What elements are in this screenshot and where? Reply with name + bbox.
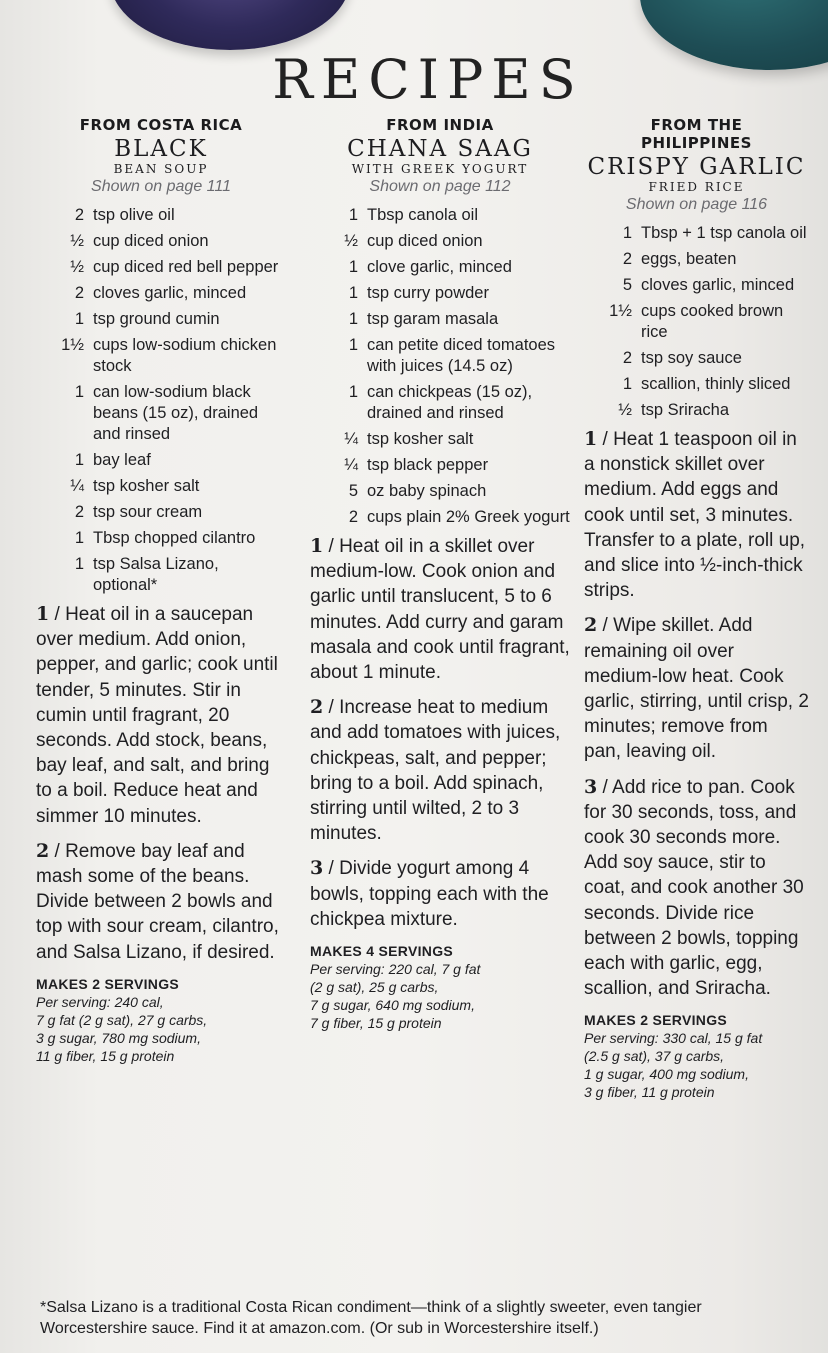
- ingredient-text: tsp Salsa Lizano, optional*: [93, 555, 219, 594]
- ingredient-qty: 1½: [609, 302, 632, 320]
- ingredient-qty: 2: [348, 508, 358, 526]
- step-text: Heat oil in a skillet over medium-low. Cook onion and garlic until translucent, 5 to 6 minutes. Add curry and garam masala and cook until fragrant, about 1 minute.: [310, 536, 570, 684]
- ingredient-item: [584, 249, 809, 270]
- step-number: 2: [584, 614, 598, 637]
- recipe-step: 2 / Increase heat to medium and add tomatoes with juices, chickpeas, salt, and pepper; bring to a boil. Add spinach, stirring until wilted, 2 to 3 minutes.: [310, 696, 561, 845]
- recipe-step: 3 / Add rice to pan. Cook for 30 seconds, toss, and cook 30 seconds more. Add soy sauce, stir to coat, and cook another 30 seconds. Divide rice between 2 bowls, topping each with garlic, egg, scallion, and Sriracha.: [584, 775, 804, 1000]
- step-number: 2: [310, 696, 324, 719]
- step-text: Heat oil in a saucepan over medium. Add onion, pepper, and garlic; cook until tender, 5 minutes. Stir in cumin until fragrant, 20 seconds. Add stock, beans, bay leaf, and salt, and bring to a boil. Reduce heat and simmer 10 minutes.: [36, 604, 278, 827]
- recipe-title: CRISPY GARLIC: [587, 154, 806, 180]
- footnote: *Salsa Lizano is a traditional Costa Rican condiment—think of a slightly sweeter, even tangier Worcestershire sauce. Find it at amazon.com. (Or sub in Worcestershire itself.): [40, 1299, 702, 1337]
- ingredient-item: [36, 502, 286, 523]
- ingredient-item: [36, 283, 286, 304]
- ingredient-qty: 1: [74, 555, 84, 573]
- step-number: 1: [310, 535, 324, 557]
- ingredient-qty: 2: [622, 349, 632, 367]
- ingredient-item: [310, 455, 570, 476]
- recipe-black-bean-soup: [36, 116, 286, 1065]
- ingredient-text: cloves garlic, minced: [641, 276, 795, 294]
- recipe-crispy-garlic-fried-rice: [584, 116, 809, 1101]
- ingredient-item: [310, 309, 570, 330]
- ingredient-qty: 2: [74, 284, 84, 302]
- ingredient-item: [36, 231, 286, 252]
- step-list: [36, 602, 286, 965]
- step-text: Add rice to pan. Cook for 30 seconds, toss, and cook 30 seconds more. Add soy sauce, stir to coat, and cook another 30 seconds. Divide rice between 2 bowls, topping each with garlic, egg, scallion, and Sriracha.: [584, 776, 804, 1000]
- step-text: Divide yogurt among 4 bowls, topping each with the chickpea mixture.: [310, 858, 549, 930]
- ingredient-item: [584, 275, 809, 296]
- ingredient-qty: ½: [70, 232, 84, 250]
- ingredient-text: tsp kosher salt: [367, 430, 474, 448]
- ingredient-qty: ¼: [344, 456, 358, 474]
- ingredient-qty: ½: [70, 258, 84, 276]
- ingredient-text: scallion, thinly sliced: [641, 375, 791, 393]
- step-list: [584, 427, 809, 1001]
- ingredient-list: [310, 205, 570, 528]
- ingredient-item: [36, 335, 286, 377]
- recipe-step: 1 / Heat oil in a saucepan over medium. Add onion, pepper, and garlic; cook until tender, 5 minutes. Stir in cumin until fragrant, 20 seconds. Add stock, beans, bay leaf, and salt, and bring to a boil. Reduce heat and simmer 10 minutes.: [36, 603, 278, 827]
- ingredient-item: [310, 507, 570, 528]
- servings-label: MAKES 2 SERVINGS: [584, 1012, 728, 1029]
- ingredient-text: can chickpeas (15 oz), drained and rinsed: [367, 383, 533, 422]
- ingredient-text: cup diced red bell pepper: [93, 258, 279, 276]
- ingredient-text: cloves garlic, minced: [93, 284, 247, 302]
- ingredient-qty: ¼: [70, 477, 84, 495]
- ingredient-item: [310, 257, 570, 278]
- ingredient-text: cup diced onion: [367, 232, 483, 250]
- recipe-origin: FROM THE PHILIPPINES: [641, 116, 752, 152]
- recipe-step: 3 / Divide yogurt among 4 bowls, topping each with the chickpea mixture.: [310, 857, 549, 930]
- ingredient-qty: ½: [344, 232, 358, 250]
- ingredient-item: [36, 476, 286, 497]
- recipe-subtitle: WITH GREEK YOGURT: [351, 162, 529, 176]
- recipe-step: 2 / Wipe skillet. Add remaining oil over medium-low heat. Cook garlic, stirring, until crisp, 2 minutes; remove from pan, leaving oil.: [584, 614, 809, 763]
- recipe-title: CHANA SAAG: [347, 136, 533, 162]
- ingredient-text: tsp curry powder: [367, 284, 489, 302]
- ingredient-qty: 2: [622, 250, 632, 268]
- ingredient-item: [36, 528, 286, 549]
- ingredient-item: [310, 283, 570, 304]
- ingredient-qty: ½: [618, 401, 632, 419]
- ingredient-qty: ¼: [344, 430, 358, 448]
- ingredient-qty: 1: [74, 451, 84, 469]
- nutrition-info: Per serving: 220 cal, 7 g fat (2 g sat), 25 g carbs, 7 g sugar, 640 mg sodium, 7 g fiber, 15 g protein: [310, 961, 481, 1032]
- ingredient-text: clove garlic, minced: [367, 258, 512, 276]
- recipe-step: 1 / Heat oil in a skillet over medium-low. Cook onion and garlic until translucent, 5 to 6 minutes. Add curry and garam masala and cook until fragrant, about 1 minute.: [310, 535, 570, 684]
- ingredient-qty: 2: [74, 206, 84, 224]
- ingredient-list: [584, 223, 809, 421]
- ingredient-qty: 1: [74, 310, 84, 328]
- ingredient-text: tsp soy sauce: [641, 349, 742, 367]
- ingredient-text: tsp olive oil: [93, 206, 175, 224]
- ingredient-text: tsp garam masala: [367, 310, 499, 328]
- ingredient-qty: 1: [622, 375, 632, 393]
- ingredient-item: [310, 231, 570, 252]
- ingredient-qty: 5: [348, 482, 358, 500]
- ingredient-text: bay leaf: [93, 451, 151, 469]
- ingredient-item: [36, 309, 286, 330]
- ingredient-item: [310, 429, 570, 450]
- ingredient-text: can petite diced tomatoes with juices (14.5 oz): [367, 336, 556, 375]
- step-number: 3: [584, 775, 598, 798]
- recipe-title: BLACK: [114, 136, 208, 162]
- recipe-subtitle: BEAN SOUP: [113, 162, 209, 176]
- ingredient-item: [584, 223, 809, 244]
- recipe-header: [36, 116, 286, 197]
- ingredient-qty: 1: [348, 336, 358, 354]
- step-number: 2: [36, 839, 50, 862]
- ingredient-text: can low-sodium black beans (15 oz), drained and rinsed: [93, 383, 259, 443]
- ingredient-item: [584, 301, 809, 343]
- ingredient-item: [36, 257, 286, 278]
- recipe-origin: FROM INDIA: [386, 116, 494, 134]
- step-list: [310, 534, 570, 932]
- ingredient-item: [36, 450, 286, 471]
- ingredient-qty: 1: [348, 310, 358, 328]
- ingredient-item: [36, 554, 286, 596]
- ingredient-text: Tbsp + 1 tsp canola oil: [641, 224, 807, 242]
- ingredient-item: [310, 205, 570, 226]
- ingredient-item: [310, 481, 570, 502]
- recipe-header: [310, 116, 570, 197]
- ingredient-text: cups plain 2% Greek yogurt: [367, 508, 570, 526]
- ingredient-qty: 2: [74, 503, 84, 521]
- ingredient-text: Tbsp chopped cilantro: [93, 529, 256, 547]
- step-number: 3: [310, 857, 324, 880]
- ingredient-qty: 1: [348, 206, 358, 224]
- ingredient-qty: 1½: [61, 336, 84, 354]
- servings-label: MAKES 2 SERVINGS: [36, 975, 180, 992]
- step-text: Increase heat to medium and add tomatoes with juices, chickpeas, salt, and pepper; bring to a boil. Add spinach, stirring until wilted, 2 to 3 minutes.: [310, 697, 561, 845]
- ingredient-text: oz baby spinach: [367, 482, 487, 500]
- ingredient-text: cups cooked brown rice: [641, 302, 784, 341]
- nutrition-info: Per serving: 330 cal, 15 g fat (2.5 g sat), 37 g carbs, 1 g sugar, 400 mg sodium, 3 g fiber, 11 g protein: [584, 1030, 763, 1101]
- ingredient-qty: 1: [74, 383, 84, 401]
- ingredient-text: tsp kosher salt: [93, 477, 200, 495]
- ingredient-item: [36, 205, 286, 226]
- recipe-header: [584, 116, 809, 215]
- ingredient-text: eggs, beaten: [641, 250, 737, 268]
- page-title: RECIPES: [272, 48, 584, 111]
- nutrition-info: Per serving: 240 cal, 7 g fat (2 g sat), 27 g carbs, 3 g sugar, 780 mg sodium, 11 g fiber, 15 g protein: [36, 993, 208, 1064]
- ingredient-qty: 1: [74, 529, 84, 547]
- ingredient-text: cups low-sodium chicken stock: [93, 336, 277, 375]
- ingredient-item: [584, 374, 809, 395]
- step-text: Heat 1 teaspoon oil in a nonstick skillet over medium. Add eggs and cook until set, 3 minutes. Transfer to a plate, roll up, and slice into ½-inch-thick strips.: [584, 429, 806, 602]
- recipe-chana-saag: [310, 116, 570, 1032]
- ingredient-qty: 5: [622, 276, 632, 294]
- ingredient-qty: 1: [348, 383, 358, 401]
- recipe-subtitle: FRIED RICE: [648, 180, 745, 194]
- step-number: 1: [584, 428, 598, 450]
- ingredient-text: tsp Sriracha: [641, 401, 730, 419]
- shown-on-page: Shown on page 116: [625, 196, 768, 213]
- ingredient-item: [310, 382, 570, 424]
- recipe-origin: FROM COSTA RICA: [79, 116, 243, 134]
- ingredient-qty: 1: [348, 258, 358, 276]
- ingredient-list: [36, 205, 286, 596]
- ingredient-item: [310, 335, 570, 377]
- shown-on-page: Shown on page 111: [91, 178, 231, 195]
- ingredient-text: tsp ground cumin: [93, 310, 220, 328]
- step-text: Wipe skillet. Add remaining oil over medium-low heat. Cook garlic, stirring, until crisp, 2 minutes; remove from pan, leaving oil.: [584, 615, 809, 763]
- ingredient-text: cup diced onion: [93, 232, 209, 250]
- ingredient-item: [36, 382, 286, 445]
- recipe-step: 2 / Remove bay leaf and mash some of the beans. Divide between 2 bowls and top with sour cream, cilantro, and Salsa Lizano, if desired.: [36, 839, 279, 963]
- recipe-step: 1 / Heat 1 teaspoon oil in a nonstick skillet over medium. Add eggs and cook until set, 3 minutes. Transfer to a plate, roll up, and slice into ½-inch-thick strips.: [584, 428, 806, 602]
- ingredient-item: [584, 348, 809, 369]
- step-number: 1: [36, 603, 50, 625]
- ingredient-item: [584, 400, 809, 421]
- ingredient-text: Tbsp canola oil: [367, 206, 478, 224]
- servings-label: MAKES 4 SERVINGS: [310, 943, 454, 960]
- ingredient-qty: 1: [622, 224, 632, 242]
- ingredient-text: tsp sour cream: [93, 503, 203, 521]
- ingredient-text: tsp black pepper: [367, 456, 489, 474]
- shown-on-page: Shown on page 112: [369, 178, 511, 195]
- step-text: Remove bay leaf and mash some of the beans. Divide between 2 bowls and top with sour cream, cilantro, and Salsa Lizano, if desired.: [36, 840, 279, 963]
- ingredient-qty: 1: [348, 284, 358, 302]
